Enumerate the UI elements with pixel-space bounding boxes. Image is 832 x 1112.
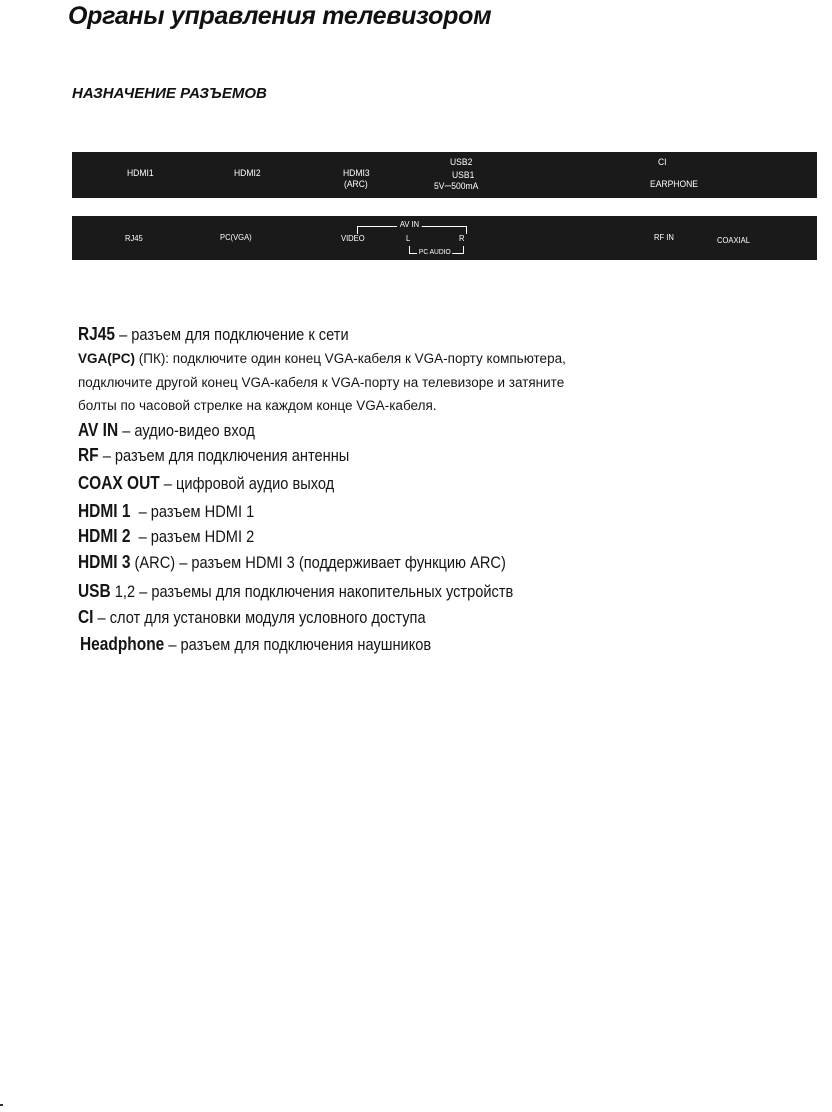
desc-vga-line1 bbox=[78, 347, 566, 371]
desc-text: – разъем для подключения антенны bbox=[98, 446, 350, 465]
desc-term: VGA(PC) bbox=[78, 351, 135, 366]
desc-text: – разъем HDMI 1 bbox=[130, 502, 255, 521]
port-hdmi3-arc-label: (ARC) bbox=[344, 179, 368, 189]
desc-term: COAX OUT bbox=[78, 473, 160, 493]
desc-vga-line3 bbox=[78, 394, 437, 418]
connector-panel-bottom bbox=[72, 216, 817, 260]
desc-coax-out bbox=[78, 472, 334, 495]
desc-text: – цифровой аудио выход bbox=[159, 474, 335, 493]
port-hdmi1-label: HDMI1 bbox=[127, 168, 154, 178]
port-rf-in-label: RF IN bbox=[654, 233, 674, 242]
desc-text: болты по часовой стрелке на каждом конце VGA-кабеля. bbox=[78, 398, 437, 413]
desc-hdmi3 bbox=[78, 551, 506, 574]
desc-text: подключите другой конец VGA-кабеля к VGA-порту на телевизоре и затяните bbox=[78, 375, 565, 390]
desc-text: (ARC) – разъем HDMI 3 (поддерживает функцию ARC) bbox=[130, 553, 506, 572]
desc-term: HDMI 1 bbox=[78, 501, 131, 521]
desc-term: HDMI 2 bbox=[78, 526, 131, 546]
desc-text: – слот для установки модуля условного доступа bbox=[93, 608, 426, 627]
desc-text: – разъем HDMI 2 bbox=[130, 527, 255, 546]
connector-panel-top bbox=[72, 152, 817, 198]
desc-vga-line2 bbox=[78, 371, 564, 395]
desc-text: – разъем для подключения наушников bbox=[164, 635, 432, 654]
desc-hdmi1 bbox=[78, 500, 254, 523]
port-ci-label: CI bbox=[658, 157, 667, 167]
desc-text: – аудио-видео вход bbox=[118, 421, 255, 440]
desc-text: (ПК): подключите один конец VGA-кабеля к VGA-порту компьютера, bbox=[135, 351, 566, 366]
desc-text: 1,2 – разъемы для подключения накопительных устройств bbox=[110, 582, 514, 601]
desc-term: RJ45 bbox=[78, 324, 116, 344]
port-audio-r-label: R bbox=[459, 234, 465, 243]
scan-mark bbox=[0, 1104, 3, 1106]
desc-term: CI bbox=[78, 607, 94, 627]
desc-hdmi2 bbox=[78, 525, 254, 548]
av-in-label: AV IN bbox=[397, 219, 422, 230]
port-audio-l-label: L bbox=[406, 234, 411, 243]
desc-av-in bbox=[78, 419, 255, 442]
page-title: Органы управления телевизором bbox=[68, 2, 492, 30]
port-video-label: VIDEO bbox=[341, 234, 365, 243]
desc-headphone bbox=[80, 633, 431, 656]
desc-term: AV IN bbox=[78, 420, 119, 440]
desc-text: – разъем для подключение к сети bbox=[115, 325, 349, 344]
port-usb1-label: USB1 bbox=[452, 170, 475, 180]
desc-term: RF bbox=[78, 445, 99, 465]
port-rj45-label: RJ45 bbox=[125, 234, 143, 243]
desc-ci bbox=[78, 606, 426, 629]
pc-audio-label: PC AUDIO bbox=[418, 249, 451, 256]
port-coaxial-label: COAXIAL bbox=[717, 236, 750, 245]
desc-rj45 bbox=[78, 323, 349, 346]
section-title: НАЗНАЧЕНИЕ РАЗЪЕМОВ bbox=[72, 85, 267, 102]
desc-term: HDMI 3 bbox=[78, 552, 131, 572]
port-hdmi3-label: HDMI3 bbox=[343, 168, 370, 178]
desc-usb bbox=[78, 580, 513, 603]
port-hdmi2-label: HDMI2 bbox=[234, 168, 261, 178]
port-earphone-label: EARPHONE bbox=[650, 179, 698, 189]
port-pc-vga-label: PC(VGA) bbox=[220, 233, 252, 242]
desc-term: Headphone bbox=[80, 634, 165, 654]
port-usb2-label: USB2 bbox=[450, 157, 473, 167]
desc-rf bbox=[78, 444, 349, 467]
usb-power-label: 5V⎓500mA bbox=[434, 181, 479, 191]
desc-term: USB bbox=[78, 581, 111, 601]
